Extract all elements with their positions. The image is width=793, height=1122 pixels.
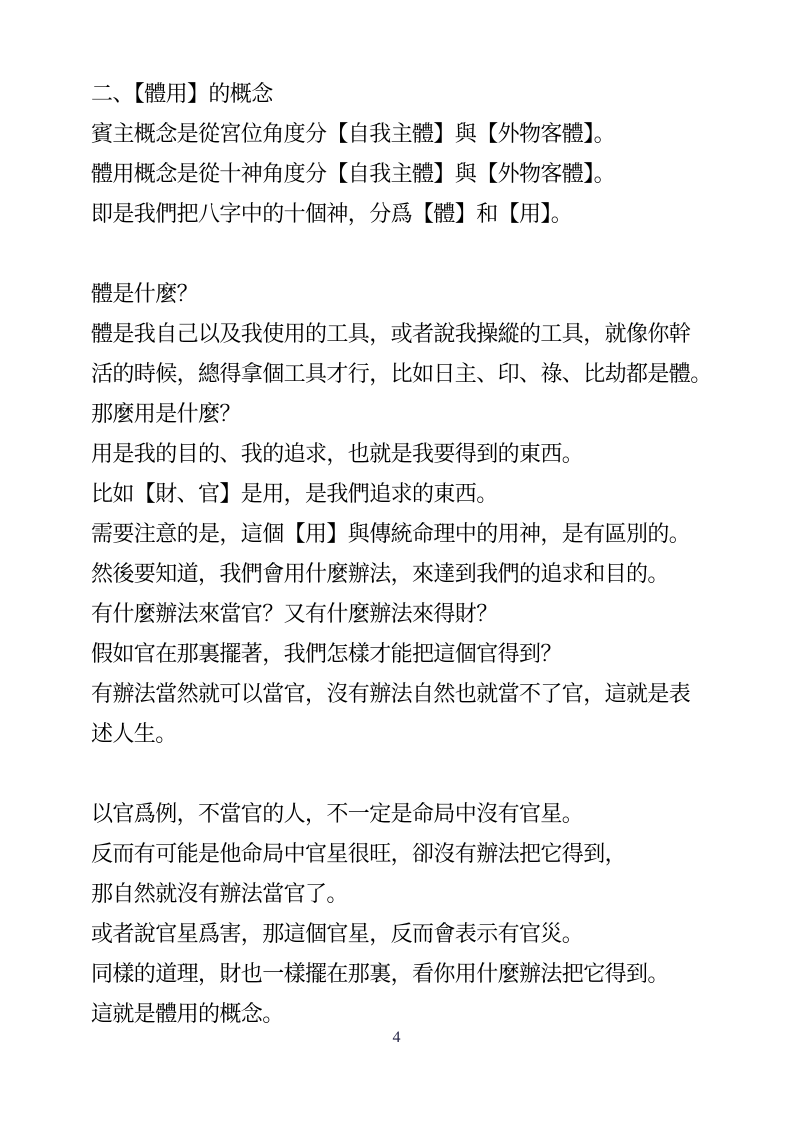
text-block <box>91 74 716 1034</box>
text-line: 同樣的道理，財也一樣擺在那裏，看你用什麼辦法把它得到。 <box>91 961 669 986</box>
section-heading: 二、【體用】的概念 <box>91 81 273 106</box>
blank-line <box>91 754 716 794</box>
text-line: 比如【財、官】是用，是我們追求的東西。 <box>91 481 498 506</box>
text-line: 然後要知道，我們會用什麼辦法，來達到我們的追求和目的。 <box>91 561 669 586</box>
text-line: 這就是體用的概念。 <box>91 1001 284 1026</box>
text-line: 那麼用是什麼？ <box>91 401 241 426</box>
text-line: 體用概念是從十神角度分【自我主體】與【外物客體】。 <box>91 161 616 186</box>
text-line: 或者說官星爲害，那這個官星，反而會表示有官災。 <box>91 921 584 946</box>
text-line: 反而有可能是他命局中官星很旺，卻沒有辦法把它得到， <box>91 841 627 866</box>
text-line: 體是什麼？ <box>91 281 199 306</box>
text-line: 需要注意的是，這個【用】與傳統命理中的用神，是有區別的。 <box>91 521 691 546</box>
text-line: 賓主概念是從宮位角度分【自我主體】與【外物客體】。 <box>91 121 616 146</box>
text-line: 有辦法當然就可以當官，沒有辦法自然也就當不了官，這就是表 <box>91 681 691 706</box>
text-line: 有什麼辦法來當官？又有什麼辦法來得財？ <box>91 601 498 626</box>
text-line: 以官爲例，不當官的人，不一定是命局中沒有官星。 <box>91 801 584 826</box>
text-line: 活的時候，總得拿個工具才行，比如日主、印、祿、比劫都是體。 <box>91 361 712 386</box>
page-number: 4 <box>392 1029 401 1046</box>
text-line: 那自然就沒有辦法當官了。 <box>91 881 348 906</box>
text-line: 述人生。 <box>91 721 177 746</box>
text-line: 假如官在那裏擺著，我們怎樣才能把這個官得到？ <box>91 641 562 666</box>
text-line: 體是我自己以及我使用的工具，或者說我操縱的工具，就像你幹 <box>91 321 691 346</box>
text-line: 即是我們把八字中的十個神，分爲【體】和【用】。 <box>91 201 573 226</box>
page-footer <box>0 1027 793 1049</box>
blank-line <box>91 234 716 274</box>
text-line: 用是我的目的、我的追求，也就是我要得到的東西。 <box>91 441 584 466</box>
